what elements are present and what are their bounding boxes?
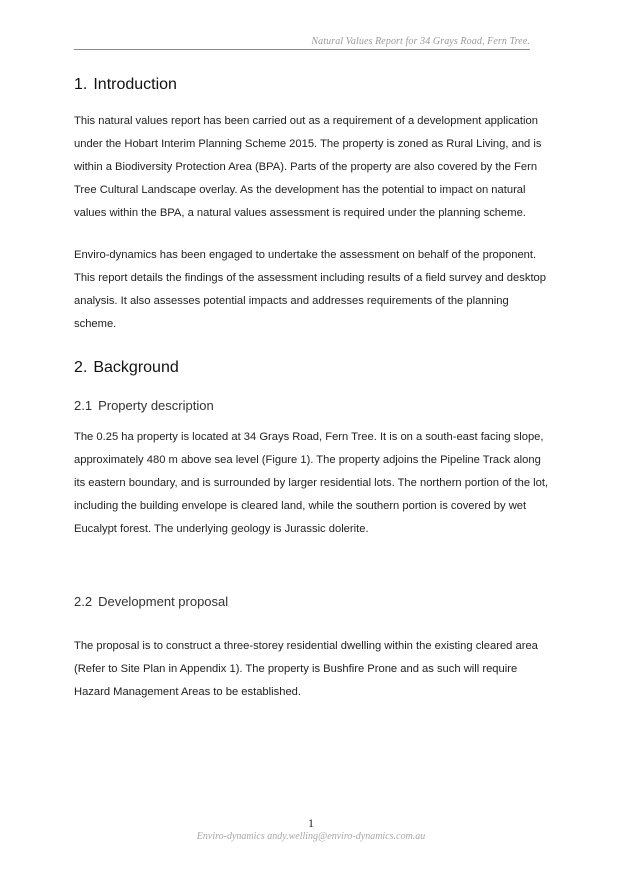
section-number: 2.: [74, 359, 88, 376]
subsection-heading-development-proposal: [74, 594, 228, 609]
subsection-number: 2.2: [74, 594, 93, 609]
development-proposal-paragraph: The proposal is to construct a three-storey residential dwelling within the existing cleared area (Refer to Site Plan in Appendix 1). The property is Bushfire Prone and as such will require Hazard Management Areas to be established.: [74, 640, 538, 698]
running-header: Natural Values Report for 34 Grays Road, Fern Tree.: [311, 36, 530, 47]
property-description-paragraph: The 0.25 ha property is located at 34 Grays Road, Fern Tree. It is on a south-east facing slope, approximately 480 m above sea level (Figure 1). The property adjoins the Pipeline Track along its eastern boundary, and is surrounded by larger residential lots. The northern portion of the lot, including the building envelope is cleared land, while the southern portion is covered by wet Eucalypt forest. The underlying geology is Jurassic dolerite.: [74, 431, 549, 535]
subsection-number: 2.1: [74, 398, 93, 413]
subsection-heading-property-description: [74, 398, 214, 413]
introduction-paragraph-2: Enviro-dynamics has been engaged to undertake the assessment on behalf of the proponent. This report details the findings of the assessment including results of a field survey and desktop analysis. It also assesses potential impacts and addresses requirements of the planning scheme.: [74, 249, 546, 330]
section-title: Background: [93, 359, 179, 376]
section-number: 1.: [74, 76, 88, 93]
subsection-title: Property description: [98, 398, 214, 413]
section-title: Introduction: [93, 76, 177, 93]
header-rule: [74, 49, 530, 50]
section-heading-introduction: [74, 76, 177, 94]
page-number: 1: [308, 816, 314, 830]
running-footer: Enviro-dynamics andy.welling@enviro-dynamics.com.au: [196, 831, 426, 842]
subsection-title: Development proposal: [98, 594, 229, 609]
introduction-paragraph-1: This natural values report has been carried out as a requirement of a development application under the Hobart Interim Planning Scheme 2015. The property is zoned as Rural Living, and is within a Biodiversity Protection Area (BPA). Parts of the property are also covered by the Fern Tree Cultural Landscape overlay. As the development has the potential to impact on natural values within the BPA, a natural values assessment is required under the planning scheme.: [74, 115, 542, 219]
section-heading-background: [74, 359, 179, 377]
